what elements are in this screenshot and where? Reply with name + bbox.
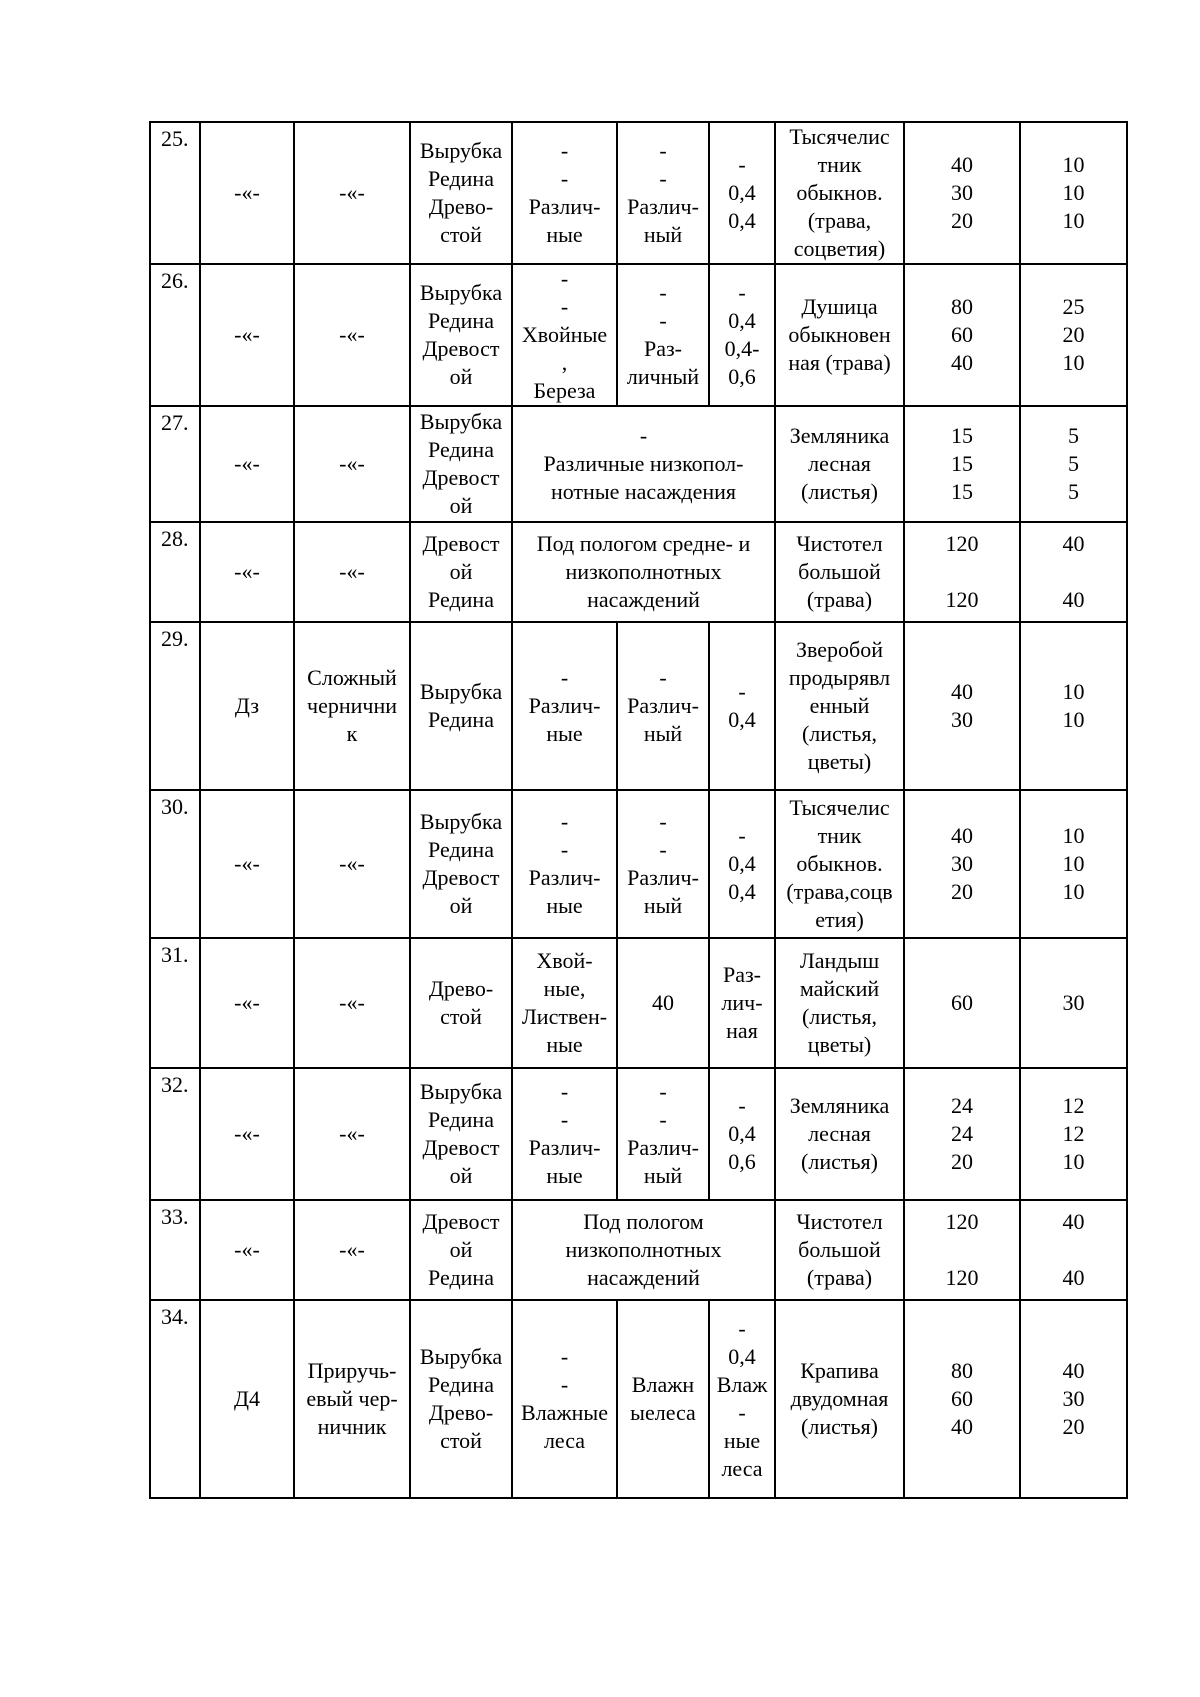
row-number-cell: 32. xyxy=(150,1068,200,1200)
value-cell-2: 5 5 5 xyxy=(1020,406,1127,522)
value-cell-1: 40 30 20 xyxy=(904,790,1020,938)
forest-type-cell: -«- xyxy=(200,790,294,938)
species-cell: - - Различ- ные xyxy=(512,122,617,264)
species-cell: Хвой- ные, Листвен- ные xyxy=(512,938,617,1068)
forest-group-cell: -«- xyxy=(294,522,410,622)
stand-description-cell: Под пологом низкополнотных насаждений xyxy=(512,1200,775,1300)
forest-group-cell: -«- xyxy=(294,790,410,938)
forest-type-cell: -«- xyxy=(200,264,294,406)
composition-cell: - - Различ- ный xyxy=(617,122,709,264)
table-body xyxy=(150,122,1127,1498)
row-number-cell: 25. xyxy=(150,122,200,264)
forest-group-cell: -«- xyxy=(294,1068,410,1200)
table-row xyxy=(150,622,1127,790)
stand-condition-cell: Вырубка Редина Древост ой xyxy=(410,264,512,406)
composition-cell: 40 xyxy=(617,938,709,1068)
plant-name-cell: Душица обыкновен ная (трава) xyxy=(775,264,904,406)
forest-type-cell: Д4 xyxy=(200,1300,294,1498)
table-row xyxy=(150,790,1127,938)
forest-group-cell: -«- xyxy=(294,406,410,522)
value-cell-1: 120 120 xyxy=(904,522,1020,622)
table-row xyxy=(150,1200,1127,1300)
forest-type-cell: -«- xyxy=(200,406,294,522)
row-number-cell: 34. xyxy=(150,1300,200,1498)
forest-group-cell: -«- xyxy=(294,122,410,264)
row-number-cell: 27. xyxy=(150,406,200,522)
composition-cell: Влажн ыелеса xyxy=(617,1300,709,1498)
value-cell-2: 40 40 xyxy=(1020,522,1127,622)
plant-name-cell: Тысячелис тник обыкнов. (трава, соцветия) xyxy=(775,122,904,264)
density-cell: Раз- лич- ная xyxy=(709,938,775,1068)
density-cell: - 0,4 0,4 xyxy=(709,790,775,938)
value-cell-2: 10 10 10 xyxy=(1020,122,1127,264)
value-cell-2: 12 12 10 xyxy=(1020,1068,1127,1200)
plant-name-cell: Зверобой продырявл енный (листья, цветы) xyxy=(775,622,904,790)
value-cell-1: 40 30 xyxy=(904,622,1020,790)
value-cell-2: 25 20 10 xyxy=(1020,264,1127,406)
forest-group-cell: -«- xyxy=(294,1200,410,1300)
forest-type-cell: -«- xyxy=(200,122,294,264)
stand-description-cell: - Различные низкопол- нотные насаждения xyxy=(512,406,775,522)
species-cell: - - Влажные леса xyxy=(512,1300,617,1498)
stand-condition-cell: Древост ой Редина xyxy=(410,522,512,622)
table-row xyxy=(150,1300,1127,1498)
plant-name-cell: Земляника лесная (листья) xyxy=(775,406,904,522)
value-cell-1: 120 120 xyxy=(904,1200,1020,1300)
value-cell-1: 80 60 40 xyxy=(904,1300,1020,1498)
composition-cell: - - Различ- ный xyxy=(617,790,709,938)
value-cell-2: 30 xyxy=(1020,938,1127,1068)
forest-type-cell: Дз xyxy=(200,622,294,790)
value-cell-1: 15 15 15 xyxy=(904,406,1020,522)
stand-condition-cell: Вырубка Редина Древост ой xyxy=(410,1068,512,1200)
table-row xyxy=(150,406,1127,522)
composition-cell: - Различ- ный xyxy=(617,622,709,790)
composition-cell: - - Различ- ный xyxy=(617,1068,709,1200)
forest-group-cell: Приручь- евый чер- ничник xyxy=(294,1300,410,1498)
plant-name-cell: Чистотел большой (трава) xyxy=(775,522,904,622)
forest-group-cell: -«- xyxy=(294,264,410,406)
stand-description-cell: Под пологом средне- и низкополнотных насаждений xyxy=(512,522,775,622)
value-cell-2: 40 30 20 xyxy=(1020,1300,1127,1498)
row-number-cell: 28. xyxy=(150,522,200,622)
value-cell-2: 10 10 xyxy=(1020,622,1127,790)
row-number-cell: 30. xyxy=(150,790,200,938)
species-cell: - Различ- ные xyxy=(512,622,617,790)
density-cell: - 0,4 0,4 xyxy=(709,122,775,264)
row-number-cell: 26. xyxy=(150,264,200,406)
density-cell: - 0,4 xyxy=(709,622,775,790)
forest-group-cell: -«- xyxy=(294,938,410,1068)
forest-type-cell: -«- xyxy=(200,938,294,1068)
stand-condition-cell: Вырубка Редина xyxy=(410,622,512,790)
table-row xyxy=(150,522,1127,622)
stand-condition-cell: Вырубка Редина Древо- стой xyxy=(410,122,512,264)
value-cell-2: 10 10 10 xyxy=(1020,790,1127,938)
row-number-cell: 29. xyxy=(150,622,200,790)
stand-condition-cell: Вырубка Редина Древост ой xyxy=(410,406,512,522)
density-cell: - 0,4 Влаж - ные леса xyxy=(709,1300,775,1498)
table-row xyxy=(150,1068,1127,1200)
value-cell-1: 80 60 40 xyxy=(904,264,1020,406)
plant-name-cell: Земляника лесная (листья) xyxy=(775,1068,904,1200)
forest-type-cell: -«- xyxy=(200,1068,294,1200)
species-cell: - - Различ- ные xyxy=(512,1068,617,1200)
density-cell: - 0,4 0,6 xyxy=(709,1068,775,1200)
value-cell-1: 60 xyxy=(904,938,1020,1068)
plant-name-cell: Ландыш майский (листья, цветы) xyxy=(775,938,904,1068)
forest-type-cell: -«- xyxy=(200,522,294,622)
row-number-cell: 33. xyxy=(150,1200,200,1300)
plant-name-cell: Тысячелис тник обыкнов. (трава,соцв етия) xyxy=(775,790,904,938)
forest-type-cell: -«- xyxy=(200,1200,294,1300)
stand-condition-cell: Древост ой Редина xyxy=(410,1200,512,1300)
composition-cell: - - Раз- личный xyxy=(617,264,709,406)
value-cell-1: 24 24 20 xyxy=(904,1068,1020,1200)
density-cell: - 0,4 0,4- 0,6 xyxy=(709,264,775,406)
species-cell: - - Хвойные , Береза xyxy=(512,264,617,406)
stand-condition-cell: Вырубка Редина Древо- стой xyxy=(410,1300,512,1498)
vegetation-table xyxy=(149,121,1128,1499)
row-number-cell: 31. xyxy=(150,938,200,1068)
plant-name-cell: Крапива двудомная (листья) xyxy=(775,1300,904,1498)
value-cell-2: 40 40 xyxy=(1020,1200,1127,1300)
stand-condition-cell: Вырубка Редина Древост ой xyxy=(410,790,512,938)
plant-name-cell: Чистотел большой (трава) xyxy=(775,1200,904,1300)
value-cell-1: 40 30 20 xyxy=(904,122,1020,264)
stand-condition-cell: Древо- стой xyxy=(410,938,512,1068)
table-row xyxy=(150,122,1127,264)
species-cell: - - Различ- ные xyxy=(512,790,617,938)
table-row xyxy=(150,938,1127,1068)
table-row xyxy=(150,264,1127,406)
forest-group-cell: Сложный чернични к xyxy=(294,622,410,790)
